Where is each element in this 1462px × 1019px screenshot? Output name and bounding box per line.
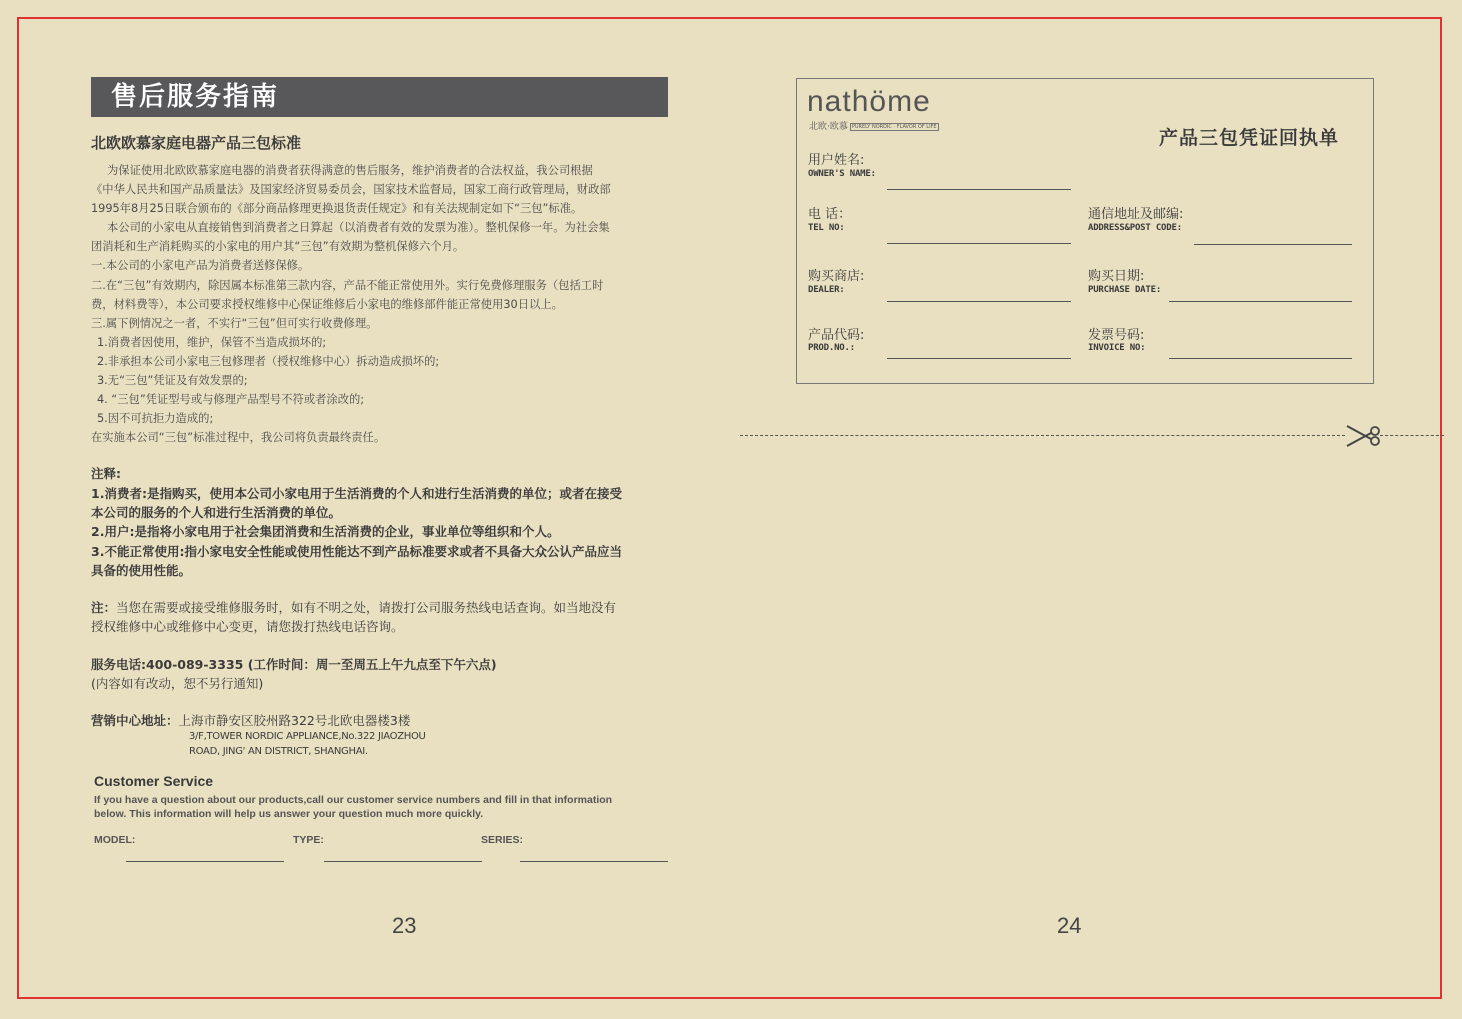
brand-logo: nathöme <box>807 85 931 118</box>
notes-line: 3.不能正常使用:指小家电安全性能或使用性能达不到产品标准要求或者不具备大众公认产品应当 <box>91 543 622 559</box>
prod-no-label: 产品代码: <box>808 328 865 343</box>
scissors-icon <box>1345 422 1383 450</box>
body-line: 5.因不可抗拒力造成的; <box>97 412 214 426</box>
body-line: 4. “三包”凭证型号或与修理产品型号不符或者涂改的; <box>97 393 365 407</box>
brand-logo-subtitle <box>809 119 939 132</box>
dealer-label: 购买商店: <box>808 269 865 284</box>
hint-label: 注： <box>91 600 117 616</box>
body-line: 为保证使用北欧欧慕家庭电器的消费者获得满意的售后服务，维护消费者的合法权益，我公司根据 <box>107 164 593 177</box>
series-field[interactable] <box>520 861 668 862</box>
customer-service-title: Customer Service <box>94 773 214 790</box>
notes-line: 1.消费者:是指购买，使用本公司小家电用于生活消费的个人和进行生活消费的单位；或者在接受 <box>91 485 622 501</box>
cs-text-line: below. This information will help us answer your question much more quickly. <box>94 808 484 821</box>
address-en-line: ROAD, JING' AN DISTRICT, SHANGHAI. <box>189 746 368 758</box>
body-line: 本公司的小家电从直接销售到消费者之日算起（以消费者有效的发票为准）。整机保修一年。为社会集 <box>107 221 610 235</box>
cut-line-tail <box>1380 435 1444 436</box>
left-page <box>91 77 671 871</box>
purchase-date-field[interactable] <box>1169 301 1352 302</box>
address-en-line: 3/F,TOWER NORDIC APPLIANCE,No.322 JIAOZHOU <box>189 731 426 743</box>
type-field[interactable] <box>324 861 482 862</box>
body-line: 二.在“三包”有效期内，除因属本标准第三款内容，产品不能正常使用外。实行免费修理服务（包括工时 <box>91 278 604 292</box>
dealer-label-en: DEALER: <box>808 285 845 295</box>
body-line: 在实施本公司“三包”标准过程中，我公司将负责最终责任。 <box>91 431 386 445</box>
address-cn: 上海市静安区胶州路322号北欧电器楼3楼 <box>178 713 411 729</box>
notes-line: 注释: <box>91 466 121 482</box>
prod-no-label-en: PROD.NO.: <box>808 343 855 353</box>
address-block <box>91 711 671 759</box>
hotline-note: (内容如有改动，恕不另行通知) <box>91 676 264 692</box>
body-line: 一.本公司的小家电产品为消费者送修保修。 <box>91 259 310 273</box>
logo-tagline: PURELY NORDIC · FLAVOR OF LIFE <box>851 123 937 130</box>
card-title: 产品三包凭证回执单 <box>1158 127 1339 149</box>
hotline-block <box>91 655 671 694</box>
body-line: 三.属下例情况之一者，不实行“三包”但可实行收费修理。 <box>91 316 378 330</box>
body-line: 1995年8月25日联合颁布的《部分商品修理更换退货责任规定》和有关法规制定如下“三包”标准。 <box>91 202 583 216</box>
section-subtitle: 北欧欧慕家庭电器产品三包标准 <box>91 134 302 152</box>
body-line: 费，材料费等），本公司要求授权维修中心保证维修后小家电的维修部件能正常使用30日以上。 <box>91 297 563 311</box>
purchase-date-label: 购买日期: <box>1088 269 1145 284</box>
page-number-right: 24 <box>1057 913 1082 938</box>
owner-label: 用户姓名: <box>808 153 865 168</box>
body-line: 3.无“三包”凭证及有效发票的; <box>97 374 248 388</box>
type-label: TYPE: <box>293 834 324 847</box>
hint-block <box>91 598 671 637</box>
address-label: 营销中心地址： <box>91 713 179 729</box>
invoice-label: 发票号码: <box>1088 328 1145 343</box>
customer-service-text <box>91 793 671 821</box>
customer-service-fields <box>91 831 671 871</box>
cs-text-line: If you have a question about our products,call our customer service numbers and fill in that information <box>94 794 613 807</box>
hint-line: 当您在需要或接受维修服务时，如有不明之处，请拨打公司服务热线电话查询。如当地没有 <box>116 600 617 616</box>
section-banner: 售后服务指南 <box>91 77 668 117</box>
body-line: 团消耗和生产消耗购买的小家电的用户其“三包”有效期为整机保修六个月。 <box>91 240 465 254</box>
series-label: SERIES: <box>481 834 524 847</box>
address-field[interactable] <box>1194 244 1352 245</box>
tel-field[interactable] <box>887 243 1071 244</box>
dealer-field[interactable] <box>887 301 1071 302</box>
model-field[interactable] <box>126 861 284 862</box>
purchase-date-label-en: PURCHASE DATE: <box>1088 285 1162 295</box>
body-line: 《中华人民共和国产品质量法》及国家经济贸易委员会，国家技术监督局，国家工商行政管理局，财政部 <box>91 183 611 197</box>
prod-no-field[interactable] <box>887 358 1071 359</box>
notes-line: 具备的使用性能。 <box>91 562 192 578</box>
body-line: 2.非承担本公司小家电三包修理者（授权维修中心）拆动造成损坏的; <box>97 354 440 368</box>
hotline-text: 服务电话:400-089-3335 (工作时间：周一至周五上午九点至下午六点) <box>91 656 497 672</box>
tel-label-en: TEL NO: <box>808 223 845 233</box>
address-label: 通信地址及邮编: <box>1088 207 1184 222</box>
owner-name-field[interactable] <box>887 189 1071 190</box>
hint-line: 授权维修中心或维修中心变更，请您拨打热线电话咨询。 <box>91 619 404 635</box>
invoice-label-en: INVOICE NO: <box>1088 343 1146 353</box>
owner-label-en: OWNER'S NAME: <box>808 169 876 179</box>
cut-line <box>740 435 1345 436</box>
model-label: MODEL: <box>94 834 136 847</box>
notes-line: 本公司的服务的个人和进行生活消费的单位。 <box>91 505 342 520</box>
invoice-field[interactable] <box>1169 358 1352 359</box>
warranty-receipt-card <box>796 78 1374 384</box>
logo-sub-text: 北欧·欧慕 <box>809 122 848 132</box>
body-line: 1.消费者因使用，维护，保管不当造成损坏的; <box>97 335 327 349</box>
notes-block <box>91 464 671 580</box>
notes-line: 2.用户:是指将小家电用于社会集团消费和生活消费的企业，事业单位等组织和个人。 <box>91 524 560 540</box>
warranty-body <box>91 161 671 447</box>
page-number-left: 23 <box>392 913 417 938</box>
tel-label: 电 话： <box>808 207 852 222</box>
address-label-en: ADDRESS&POST CODE: <box>1088 223 1182 233</box>
